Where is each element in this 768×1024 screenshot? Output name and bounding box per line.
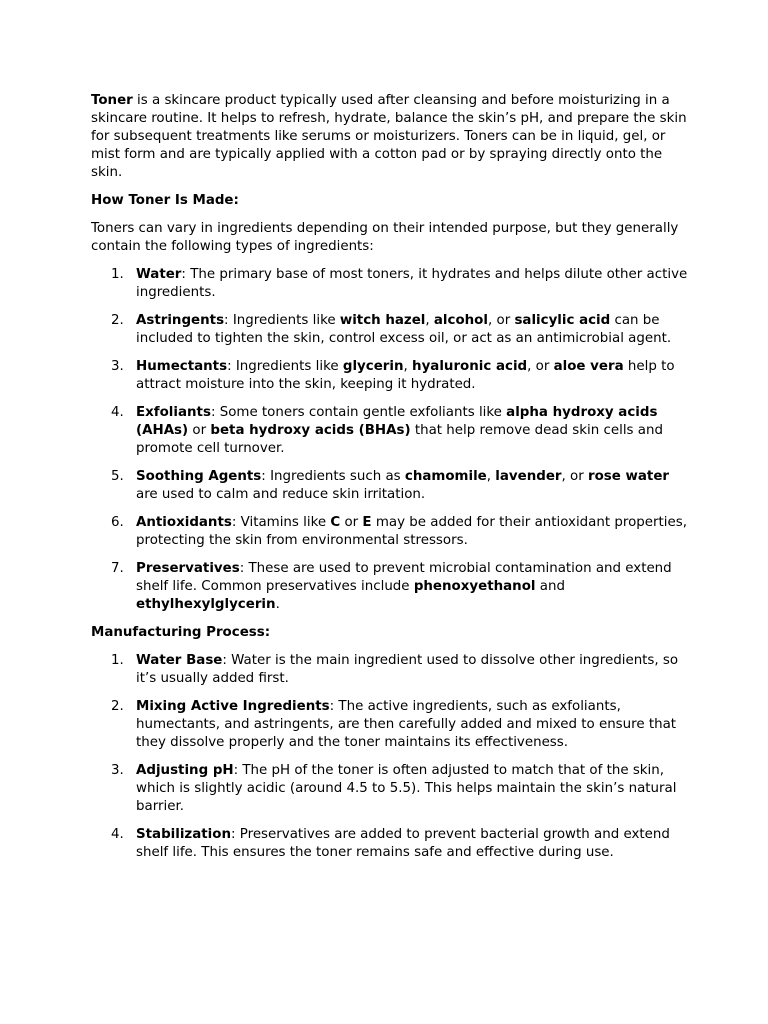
list-item-term: chamomile xyxy=(404,469,487,484)
list-item-term: glycerin xyxy=(342,359,404,374)
list-item xyxy=(91,468,691,504)
list-item-term: ethylhexylglycerin xyxy=(136,597,276,612)
list-item xyxy=(91,358,691,394)
list-item xyxy=(91,652,691,688)
list-item-text: can be included to tighten the skin, control excess oil, or act as an antimicrobial agent. xyxy=(136,313,672,346)
list-item-text: , or xyxy=(561,469,588,484)
list-item-number: 4. xyxy=(111,827,124,842)
list-item-text: help to attract moisture into the skin, keeping it hydrated. xyxy=(136,359,675,392)
list-item-text: : The active ingredients, such as exfoliants, humectants, and astringents, are then carefully added and mixed to ensure that they dissolve properly and the toner maintains its effectiveness. xyxy=(136,699,677,750)
section-heading-manufacturing-process: Manufacturing Process: xyxy=(91,625,271,640)
list-item-text: : Preservatives are added to prevent bacterial growth and extend shelf life. This ensures the toner remains safe and effective during use. xyxy=(136,827,670,860)
list-item-number: 5. xyxy=(111,469,124,484)
list-item-text: , xyxy=(486,469,496,484)
list-item-number: 3. xyxy=(111,359,124,374)
section-heading-how-toner-is-made: How Toner Is Made: xyxy=(91,193,239,208)
list-item-text: : The pH of the toner is often adjusted to match that of the skin, which is slightly acidic (around 4.5 to 5.5). This helps maintain the skin’s natural barrier. xyxy=(136,763,677,814)
list-item-text: : Ingredients such as xyxy=(261,469,405,484)
list-item-text: are used to calm and reduce skin irritation. xyxy=(136,487,426,502)
list-item-text: , xyxy=(425,313,434,328)
list-item-term: beta hydroxy acids (BHAs) xyxy=(210,423,411,438)
list-item-text: , xyxy=(403,359,413,374)
list-item-number: 3. xyxy=(111,763,124,778)
list-item-term: Astringents xyxy=(136,313,225,328)
list-item-term: Stabilization xyxy=(136,827,231,842)
list-item-term: lavender xyxy=(495,469,562,484)
list-item-term: Water xyxy=(136,267,182,282)
list-item-number: 1. xyxy=(111,653,124,668)
intro-paragraph xyxy=(91,92,691,182)
list-item-text: : These are used to prevent microbial contamination and extend shelf life. Common preservatives include xyxy=(136,561,672,594)
list-item-term: Preservatives xyxy=(136,561,240,576)
list-item xyxy=(91,514,691,550)
section-lead-paragraph: Toners can vary in ingredients depending on their intended purpose, but they generally contain the following types of ingredients: xyxy=(91,221,679,254)
list-item xyxy=(91,404,691,458)
list-item-text: : Vitamins like xyxy=(231,515,331,530)
list-item-term: Mixing Active Ingredients xyxy=(136,699,330,714)
list-item-term: Soothing Agents xyxy=(136,469,262,484)
list-item-term: Humectants xyxy=(136,359,228,374)
list-item-text: . xyxy=(275,597,280,612)
list-item-term: alcohol xyxy=(433,313,488,328)
list-item-text: and xyxy=(535,579,565,594)
ingredients-list xyxy=(91,266,691,614)
list-item-number: 4. xyxy=(111,405,124,420)
list-item-term: witch hazel xyxy=(339,313,426,328)
list-item-term: Antioxidants xyxy=(136,515,232,530)
list-item-text: : Ingredients like xyxy=(224,313,340,328)
list-item-term: phenoxyethanol xyxy=(413,579,536,594)
process-steps-list xyxy=(91,652,691,862)
list-item-term: Water Base xyxy=(136,653,223,668)
intro-text: is a skincare product typically used after cleansing and before moisturizing in a skincare routine. It helps to refresh, hydrate, balance the skin’s pH, and prepare the skin for subsequent treatments like serums or moisturizers. Toners can be in liquid, gel, or mist form and are typically applied with a cotton pad or by spraying directly onto the skin. xyxy=(91,93,687,180)
list-item-term: alpha hydroxy acids (AHAs) xyxy=(136,405,658,438)
list-item-term: rose water xyxy=(588,469,670,484)
list-item-term: Adjusting pH xyxy=(136,763,234,778)
list-item-text: , or xyxy=(487,313,515,328)
list-item-number: 2. xyxy=(111,313,124,328)
list-item-text: , or xyxy=(527,359,554,374)
list-item-term: salicylic acid xyxy=(514,313,611,328)
list-item xyxy=(91,266,691,302)
list-item-text: or xyxy=(340,515,363,530)
list-item-number: 7. xyxy=(111,561,124,576)
intro-term: Toner xyxy=(91,93,133,108)
list-item-term: C xyxy=(330,515,341,530)
list-item-text: or xyxy=(188,423,211,438)
list-item xyxy=(91,762,691,816)
list-item-term: hyaluronic acid xyxy=(412,359,528,374)
list-item-text: may be added for their antioxidant properties, protecting the skin from environmental stressors. xyxy=(136,515,687,548)
list-item xyxy=(91,826,691,862)
list-item-term: aloe vera xyxy=(553,359,624,374)
list-item-number: 6. xyxy=(111,515,124,530)
list-item-text: : Some toners contain gentle exfoliants like xyxy=(210,405,507,420)
list-item xyxy=(91,560,691,614)
list-item-text: : Water is the main ingredient used to dissolve other ingredients, so it’s usually added first. xyxy=(136,653,679,686)
list-item-term: E xyxy=(362,515,372,530)
list-item xyxy=(91,312,691,348)
list-item-text: : Ingredients like xyxy=(227,359,343,374)
document-page xyxy=(91,92,691,872)
list-item-text: that help remove dead skin cells and promote cell turnover. xyxy=(136,423,663,456)
list-item-term: Exfoliants xyxy=(136,405,211,420)
list-item xyxy=(91,698,691,752)
list-item-text: : The primary base of most toners, it hydrates and helps dilute other active ingredients. xyxy=(136,267,688,300)
list-item-number: 1. xyxy=(111,267,124,282)
list-item-number: 2. xyxy=(111,699,124,714)
